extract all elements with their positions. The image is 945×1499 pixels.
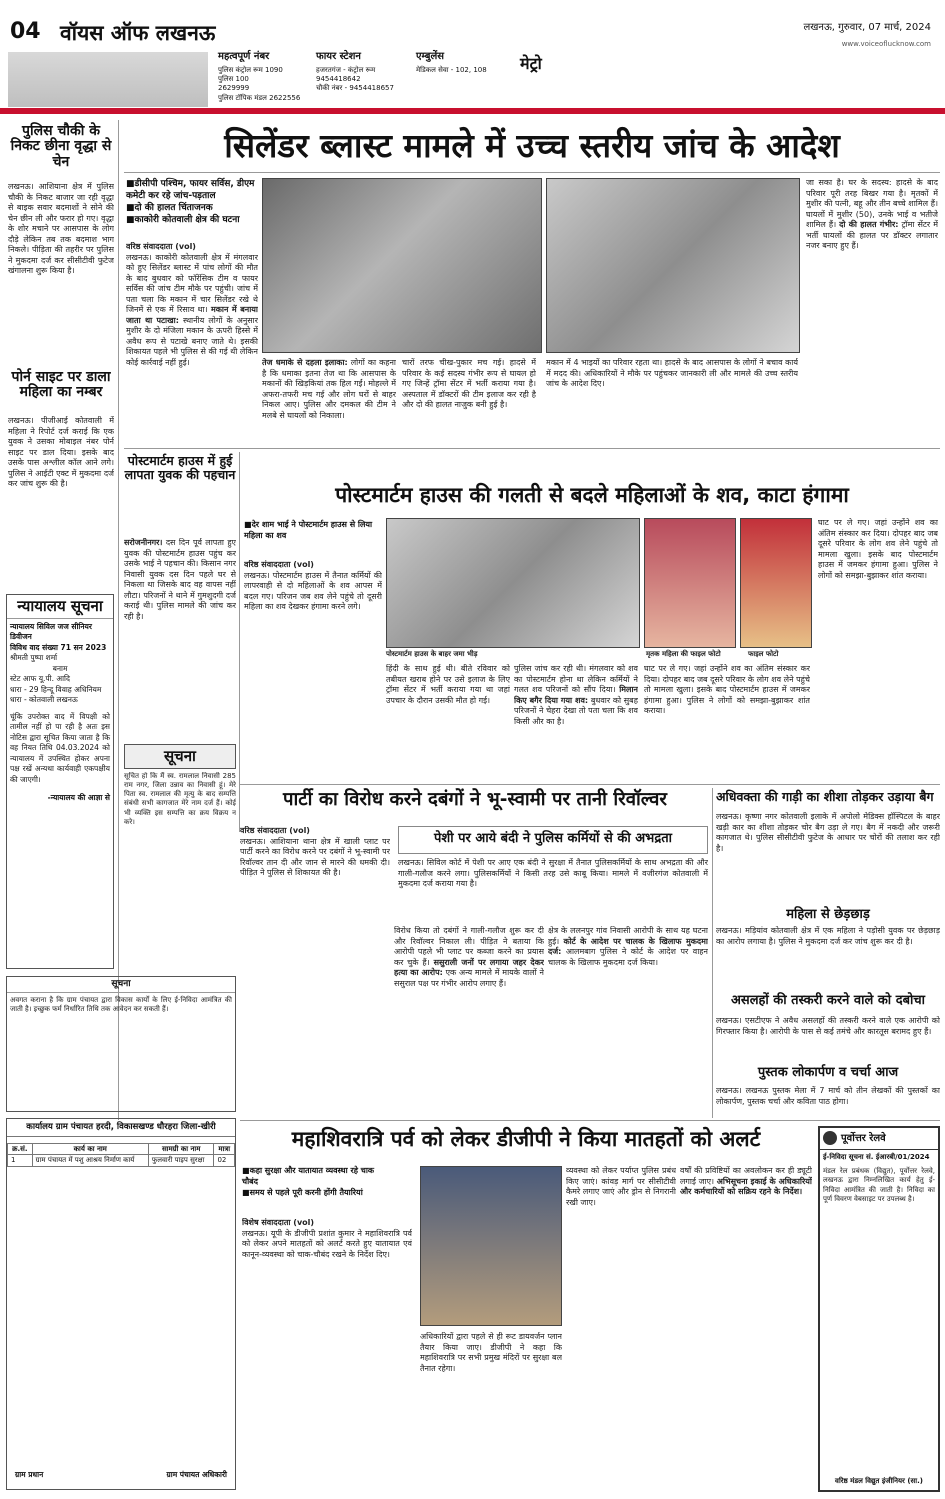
city-skyline-graphic	[8, 52, 208, 107]
ambulance	[416, 50, 511, 75]
column-rule	[712, 788, 713, 1118]
party-column	[240, 826, 390, 1116]
story-body: लखनऊ। आशियाना क्षेत्र में पुलिस चौकी के निकट बाजार जा रही वृद्धा से बाइक सवार बदमाशों ने सोने की चेन छीन ली और फरार हो गए। वृद्धा के शोर मचाने पर आसपास के लोग दौड़े लेकिन तब तक बदमाश भाग निकले। पीड़िता की तहरीर पर पुलिस ने मुकदमा दर्ज कर सीसीटीवी फुटेज खंगालना शुरू किया है।	[8, 182, 114, 276]
story-body	[124, 538, 236, 738]
dgp-headline: महाशिवरात्रि पर्व को लेकर डीजीपी ने किया मातहतों को अलर्ट	[291, 1127, 761, 1151]
car-headline: अधिवक्ता की गाड़ी का शीशा तोड़कर उड़ाया बैग	[716, 789, 934, 804]
paper-name: वॉयस ऑफ लखनऊ	[60, 21, 216, 45]
lead-col1-rest: स्थानीय लोगों के अनुसार मुशीर के दो मंजिला मकान के ऊपरी हिस्से में अवैध रूप से पटाखे बनाए जाते थे। इसकी शिकायत पहले भी पुलिस से की गई थी लेकिन कोई कार्रवाई नहीं हुई।	[126, 315, 258, 368]
lead-col4-text: मकान में 4 भाइयों का परिवार रहता था। हादसे के बाद आसपास के लोगों ने बचाव कार्य में मदद की। अधिकारियों ने मौके पर पहुंचकर जानकारी ली और मामले की उच्च स्तरीय जांच के आदेश दिए।	[546, 358, 798, 389]
contact-line: 9454418642	[316, 74, 361, 83]
court-headline-box	[398, 826, 708, 854]
contact-line: हजरतगंज - कंट्रोल रूम	[316, 65, 376, 74]
story-text: दस दिन पूर्व लापता हुए युवक की पोस्टमार्टम हाउस पहुंच कर उसके भाई ने पहचान की। किसान नगर निवासी युवक दस दिन पहले घर से निकला था जिसके बाद वह वापस नहीं लौटा। परिजनों ने थाने में गुमशुदगी दर्ज कराई थी। पुलिस मामले की जांच कर रही है।	[124, 538, 236, 621]
swap-byline: वरिष्ठ संवाददाता (vol)	[244, 560, 314, 569]
dateline: लखनऊ, गुरुवार, 07 मार्च, 2024	[803, 22, 931, 33]
lead-col3-text: चारों तरफ चीख-पुकार मच गई। हादसे में परिवार के कई सदस्य गंभीर रूप से घायल हो गए जिन्हें ट्रॉमा सेंटर में भर्ती कराया गया है। अस्पताल में डॉक्टरों की टीम इलाज कर रही है और दो की हालत नाजुक बनी हुई है।	[402, 358, 536, 410]
lead-column	[806, 178, 938, 442]
notice-line: न्यायालय सिविल जज सीनियर डिवीजन	[10, 621, 92, 642]
contact-line: पुलिस टॉपिक मंडल 2622556	[218, 93, 301, 102]
dgp-col4-text: वर्षों की प्रविष्टियों का अवलोकन कर ही ड्यूटी लगाई जाए।	[680, 1166, 812, 1186]
table-header: क्र.सं.	[8, 1143, 33, 1155]
lead-col2-text: लोगों का कहना है कि धमाका इतना तेज था कि आसपास के मकानों की खिड़कियां तक हिल गईं। मोहल्ले में अफरा-तफरी मच गई और लोग घरों से बाहर निकल आए। पुलिस और दमकल की टीम ने मलबे से घायलों को निकाला।	[262, 358, 396, 420]
lead-col5-rest: ट्रॉमा सेंटर में भर्ती घायलों की हालत पर डॉक्टर लगातार नजर बनाए हुए हैं।	[806, 220, 938, 251]
contact-line: पुलिस 100	[218, 74, 249, 83]
panchayat-table	[7, 1143, 235, 1168]
table-cell: फुलवारी पाइप सुरक्षा	[148, 1155, 214, 1167]
swap-column: हिंदी के साथ हुई थी। बीते रविवार को तबीयत खराब होने पर उसे इलाज के लिए ट्रॉमा सेंटर में भर्ती कराया गया था जहां उपचार के दौरान उसकी मौत हो गई।	[386, 664, 510, 705]
swap-col3-subhead: मिलान किए बगैर दिया गया शव:	[514, 685, 638, 705]
railway-logo-icon	[823, 1131, 837, 1145]
lead-blurb: ■ डीसीपी पश्चिम, फायर सर्विस, डीएम कमेटी कर रहे जांच-पड़ताल	[126, 178, 256, 202]
smuggler-headline: असलहों की तस्करी करने वाले को दबोचा	[730, 993, 926, 1008]
party-column	[394, 926, 544, 1116]
court-notice	[6, 594, 114, 969]
railway-footer: वरिष्ठ मंडल विद्युत इंजीनियर (सा.)	[835, 1477, 923, 1486]
dgp-blurbs	[242, 1166, 382, 1198]
court-col2-text: क्षेत्र के ललनपुर गांव निवासी आरोपी के साथ यह घटना हुई।	[548, 926, 708, 946]
notice-line: स्टेट आफ यू.पी. आदि	[10, 674, 70, 684]
panchayat-sooch-body: अवगत कराना है कि ग्राम पंचायत द्वारा विकास कार्यों के लिए ई-निविदा आमंत्रित की जाती है। इच्छुक फर्म निर्धारित तिथि तक आवेदन कर सकती हैं।	[10, 996, 232, 1014]
website: www.voiceoflucknow.com	[841, 40, 931, 48]
notice-body: चूंकि उपरोक्त वाद में विपक्षी को तामील नहीं हो पा रही है अतः इस नोटिस द्वारा सूचित किया जाता है कि वह नियत तिथि 04.03.2024 को न्यायालय में उपस्थित होकर अपना पक्ष रखें अन्यथा कार्यवाही एकपक्षीय की जाएगी।	[10, 711, 110, 784]
notice-sign: -न्यायालय की आज्ञा से	[47, 793, 110, 803]
signature: ग्राम पंचायत अधिकारी	[166, 1469, 227, 1479]
lead-col1-subhead: मकान में बनाया जाता था पटाखा:	[126, 305, 258, 325]
photo-caption: मृतक महिला की फाइल फोटो	[646, 650, 721, 658]
dgp-byline: विशेष संवाददाता (vol)	[242, 1218, 315, 1227]
dgp-col1-text: लखनऊ। यूपी के डीजीपी प्रशांत कुमार ने महाशिवरात्रि पर्व को लेकर अपने मातहतों को अलर्ट करते हुए यातायात एवं कानून-व्यवस्था को चाक-चौबंद रखने के निर्देश दिए।	[242, 1228, 412, 1259]
court-body: लखनऊ। सिविल कोर्ट में पेशी पर आए एक बंदी ने सुरक्षा में तैनात पुलिसकर्मियों के साथ अभद्रता की और गाली-गलौज करने लगा। पुलिसकर्मियों ने किसी तरह उसे काबू किया। मामले में वजीरगंज कोतवाली में मुकदमा दर्ज कराया गया है।	[398, 858, 708, 889]
rule	[240, 784, 940, 785]
table-header: सामग्री का नाम	[148, 1143, 214, 1155]
swap-col3-rest: बुधवार को सुबह परिजनों ने चेहरा देखा तो पता चला कि शव किसी और का है।	[514, 695, 638, 726]
notice-line: बनाम	[52, 663, 68, 673]
swap-column: घाट पर ले गए। जहां उन्होंने शव का अंतिम संस्कार कर दिया। दोपहर बाद जब दूसरे परिवार के लोग शव लेने पहुंचे तो मामला खुला। इसके बाद पोस्टमार्टम हाउस में जमकर हंगामा हुआ। पुलिस ने लोगों को समझा-बुझाकर शांत कराया।	[818, 518, 938, 580]
lead-photo-officials	[546, 178, 800, 353]
court-col2-subhead: कोर्ट के आदेश पर चालक के खिलाफ मुकदमा दर्ज:	[548, 936, 708, 957]
lead-col5-subhead: दो की हालत गंभीर:	[839, 220, 899, 230]
party-col2-subhead: ससुराली जनों पर लगाया जहर देकर हत्या का आरोप:	[394, 957, 544, 978]
court-headline: पेशी पर आये बंदी ने पुलिस कर्मियों से की अभद्रता	[433, 831, 673, 846]
swap-blurb: ■ देर शाम भाई ने पोस्टमार्टम हाउस से लिया महिला का शव	[244, 520, 384, 542]
victim-photo	[644, 518, 736, 648]
lead-blurb: ■ दो की हालत चिंताजनक	[126, 202, 256, 214]
book-body: लखनऊ। लखनऊ पुस्तक मेला में 7 मार्च को तीन लेखकों की पुस्तकों का लोकार्पण, पुस्तक चर्चा और कविता पाठ होगा।	[716, 1086, 940, 1106]
contact-line: चौकी नंबर - 9454418657	[316, 84, 394, 93]
dgp-blurb: ■ कहा सुरक्षा और यातायात व्यवस्था रहे चाक चौबंद	[242, 1166, 382, 1188]
dgp-blurb: ■ समय से पहले पूरी करनी होंगी तैयारियां	[242, 1188, 382, 1199]
swap-column	[244, 560, 382, 778]
ambulance-title: एम्बुलेंस	[416, 51, 445, 62]
lead-blurbs	[126, 178, 256, 227]
crowd-photo	[386, 518, 640, 648]
party-byline: वरिष्ठ संवाददाता (vol)	[240, 826, 310, 835]
swap-column: घाट पर ले गए। जहां उन्होंने शव का अंतिम संस्कार कर दिया। दोपहर बाद जब दूसरे परिवार के लोग शव लेने पहुंचे तो मामला खुला। इसके बाद पोस्टमार्टम हाउस में जमकर हंगामा हुआ। पुलिस ने लोगों को समझा-बुझाकर शांत कराया।	[644, 664, 810, 716]
party-col2-rest: एक अन्य मामले में मायके वालों ने ससुराल पक्ष पर गंभीर आरोप लगाए हैं।	[394, 968, 544, 988]
dgp-column	[680, 1166, 812, 1490]
table-cell: ग्राम पंचायत में पशु आश्रय निर्माण कार्य	[32, 1155, 148, 1167]
lead-column	[546, 358, 798, 442]
rule	[124, 172, 940, 173]
story-body: लखनऊ। पीजीआई कोतवाली में महिला ने रिपोर्ट दर्ज कराई कि एक युवक ने उसका मोबाइल नंबर पोर्न साइट पर डाल दिया। इसके बाद उसके पास अश्लील कॉल आने लगे। पुलिस ने आईटी एक्ट में मुकदमा दर्ज कर जांच शुरू की है।	[8, 416, 114, 489]
masthead-rule	[0, 108, 945, 114]
notice-line: श्रीमती पुष्पा शर्मा	[10, 653, 58, 663]
molest-body: लखनऊ। मड़ियांव कोतवाली क्षेत्र में एक महिला ने पड़ोसी युवक पर छेड़छाड़ का आरोप लगाया है। पुलिस ने मुकदमा दर्ज कर जांच शुरू कर दी है।	[716, 926, 940, 946]
table-cell: 02	[214, 1155, 235, 1167]
notice-line: धारा - कोतवाली लखनऊ	[10, 695, 78, 705]
important-numbers	[218, 50, 313, 103]
fire-station-title: फायर स्टेशन	[316, 51, 361, 62]
lead-column	[126, 242, 258, 442]
contact-line: मेडिकल सेवा - 102, 108	[416, 65, 487, 74]
panchayat-tender	[6, 1118, 236, 1490]
swap-column	[514, 664, 638, 778]
table-cell: 1	[8, 1155, 33, 1167]
smuggler-body: लखनऊ। एसटीएफ ने अवैध असलहों की तस्करी करने वाले एक आरोपी को गिरफ्तार किया है। आरोपी के पास से कई तमंचे और कारतूस बरामद हुए हैं।	[716, 1016, 940, 1036]
party-headline: पार्टी का विरोध करने दबंगों ने भू-स्वामी पर तानी रिवॉल्वर	[282, 789, 667, 810]
lead-col1-text: लखनऊ। काकोरी कोतवाली क्षेत्र में मंगलवार को हुए सिलेंडर ब्लास्ट में पांच लोगों की मौत के बाद बुधवार को फॉरेंसिक टीम व फायर सर्विस की जांच टीम मौके पर पहुंची। जांच में पता चला कि मकान में चार सिलेंडर रखे थे जिनमें से एक में रिसाव था।	[126, 252, 258, 315]
dgp-column	[242, 1218, 412, 1490]
section-label: मेट्रो	[520, 54, 542, 73]
important-numbers-title: महत्वपूर्ण नंबर	[218, 51, 270, 62]
notice-body: सूचित हो कि मैं स्व. रामलाल निवासी 285 राम नगर, जिला उन्नाव का निवासी हूं। मेरे पिता स्व. रामलाल की मृत्यु के बाद सम्पत्ति संबंधी सभी कागजात मेरे नाम दर्ज हैं। कोई भी व्यक्ति इस सम्पत्ति का क्रय विक्रय न करे।	[124, 771, 236, 826]
railway-tender	[818, 1126, 940, 1492]
notice-title: सूचना	[124, 744, 236, 769]
lead-byline: वरिष्ठ संवाददाता (vol)	[126, 242, 196, 251]
lead-col5-text: जा सका है। घर के सदस्य: हादसे के बाद परिवार पूरी तरह बिखर गया है। मृतकों में मुशीर की पत्नी, बहू और तीन बच्चे शामिल हैं। घायलों में मुशीर (50), उनके भाई व भतीजे शामिल हैं।	[806, 178, 938, 230]
rule	[124, 448, 940, 449]
table-row	[8, 1155, 235, 1167]
court-notice-title: न्यायालय सूचना	[7, 595, 113, 619]
molest-headline: महिला से छेड़छाड़	[786, 907, 870, 922]
panchayat-sooch	[6, 976, 236, 1112]
dgp-column: अधिकारियों द्वारा पहले से ही रूट डायवर्जन प्लान तैयार किया जाए। डीजीपी ने कहा कि महाशिवरात्रि पर सभी प्रमुख मंदिरों पर सुरक्षा बल तैनात रहेगा।	[420, 1332, 562, 1373]
table-header: कार्य का नाम	[32, 1143, 148, 1155]
railway-body: मंडल रेल प्रबंधक (विद्युत), पूर्वोत्तर रेलवे, लखनऊ द्वारा निम्नलिखित कार्य हेतु ई-निविदा आमंत्रित की जाती है। निविदा का पूर्ण विवरण वेबसाइट पर उपलब्ध है।	[823, 1167, 935, 1203]
sooch-notice	[124, 744, 236, 828]
story-headline: पुलिस चौकी के निकट छीना वृद्धा से चेन	[10, 123, 112, 170]
lead-column	[402, 358, 536, 442]
notice-line: धारा - 29 हिन्दू विवाह अधिनियम	[10, 684, 102, 694]
railway-subtitle: ई-निविदा सूचना सं. ईआरबी/01/2024	[823, 1152, 930, 1161]
signature: ग्राम प्रधान	[15, 1469, 44, 1479]
photo-caption: फाइल फोटो	[748, 650, 779, 658]
rule	[240, 1120, 940, 1121]
story-headline: पोस्टमार्टम हाउस में हुई लापता युवक की पहचान	[124, 453, 236, 482]
notice-line: विविध वाद संख्या 71 सन 2023	[10, 642, 107, 652]
car-body: लखनऊ। कृष्णा नगर कोतवाली इलाके में अपोलो मेडिक्स हॉस्पिटल के बाहर खड़ी कार का शीशा तोड़कर चोर बैग उड़ा ले गए। बैग में नकदी और जरूरी कागजात थे। पुलिस सीसीटीवी फुटेज के आधार पर चोरों की तलाश कर रही है।	[716, 812, 940, 853]
fire-station	[316, 50, 411, 94]
swap-blurb-box	[244, 520, 384, 542]
lead-headline: सिलेंडर ब्लास्ट मामले में उच्च स्तरीय जांच के आदेश	[224, 126, 840, 165]
story-headline: पोर्न साइट पर डाला महिला का नम्बर	[11, 369, 111, 401]
court-column	[548, 926, 708, 1116]
column-rule	[239, 452, 240, 832]
column-rule	[118, 120, 119, 1120]
page-number: 04	[10, 19, 41, 44]
lead-col2-subhead: तेज धमाके से दहला इलाका:	[262, 358, 348, 367]
railway-title-row	[820, 1128, 938, 1150]
book-headline: पुस्तक लोकार्पण व चर्चा आज	[757, 1065, 899, 1080]
lead-column	[262, 358, 396, 442]
swap-col1-text: लखनऊ। पोस्टमार्टम हाउस में तैनात कर्मियों की लापरवाही से दो महिलाओं के शव आपस में बदल गए। परिजन जब शव लेने पहुंचे तो दूसरी महिला का शव देखकर हंगामा करने लगे।	[244, 570, 382, 612]
dgp-photo	[420, 1166, 562, 1326]
file-photo	[740, 518, 812, 648]
dgp-col4-subhead: अभिसूचना इकाई के अधिकारियों और कर्मचारियों को सक्रिय रहने के निर्देश।	[680, 1176, 812, 1197]
railway-title: पूर्वोत्तर रेलवे	[841, 1133, 886, 1144]
party-col2-text: विरोध किया तो दबंगों ने गाली-गलौज शुरू कर दी और रिवॉल्वर निकाल ली। पीड़ित ने बताया कि आरोपी पहले भी प्लाट पर कब्जा करने का प्रयास कर चुके हैं।	[394, 926, 544, 967]
table-header-row	[8, 1143, 235, 1155]
swap-headline: पोस्टमार्टम हाउस की गलती से बदले महिलाओं के शव, काटा हंगामा	[335, 483, 849, 507]
contact-line: 2629999	[218, 84, 250, 93]
photo-caption: पोस्टमार्टम हाउस के बाहर जमा भीड़	[386, 650, 478, 658]
table-header: मात्रा	[214, 1143, 235, 1155]
panchayat-sooch-title: सूचना	[7, 977, 235, 993]
party-col1-text: लखनऊ। आशियाना थाना क्षेत्र में खाली प्लाट पर पार्टी करने का विरोध करने पर दबंगों ने भू-स्वामी पर रिवॉल्वर तान दी और जान से मारने की धमकी दी। पीड़ित ने पुलिस से शिकायत की है।	[240, 836, 390, 878]
masthead	[0, 0, 945, 112]
court-col2-rest: आलमबाग पुलिस ने कोर्ट के आदेश पर वाहन चालक के खिलाफ मुकदमा दर्ज किया।	[548, 947, 708, 967]
lead-photo-hospital	[262, 178, 542, 353]
panchayat-office: कार्यालय ग्राम पंचायत हरदी, विकासखण्ड धौरहरा जिला-खीरी	[7, 1119, 235, 1137]
swap-col3-text: पुलिस जांच कर रही थी। मंगलवार को शव का पोस्टमार्टम होना था लेकिन कर्मियों ने गलत शव परिजनों को सौंप दिया।	[514, 664, 638, 695]
contact-line: पुलिस कंट्रोल रूम 1090	[218, 65, 283, 74]
dgp-column: व्यवस्था को लेकर पर्याप्त पुलिस प्रबंध किए जाएं। कांवड़ मार्ग पर सीसीटीवी कैमरे लगाए जाएं और ड्रोन से निगरानी रखी जाए।	[566, 1166, 676, 1207]
story-byline: सरोजनीनगर।	[124, 538, 163, 547]
lead-blurb: ■ काकोरी कोतवाली क्षेत्र की घटना	[126, 214, 256, 226]
